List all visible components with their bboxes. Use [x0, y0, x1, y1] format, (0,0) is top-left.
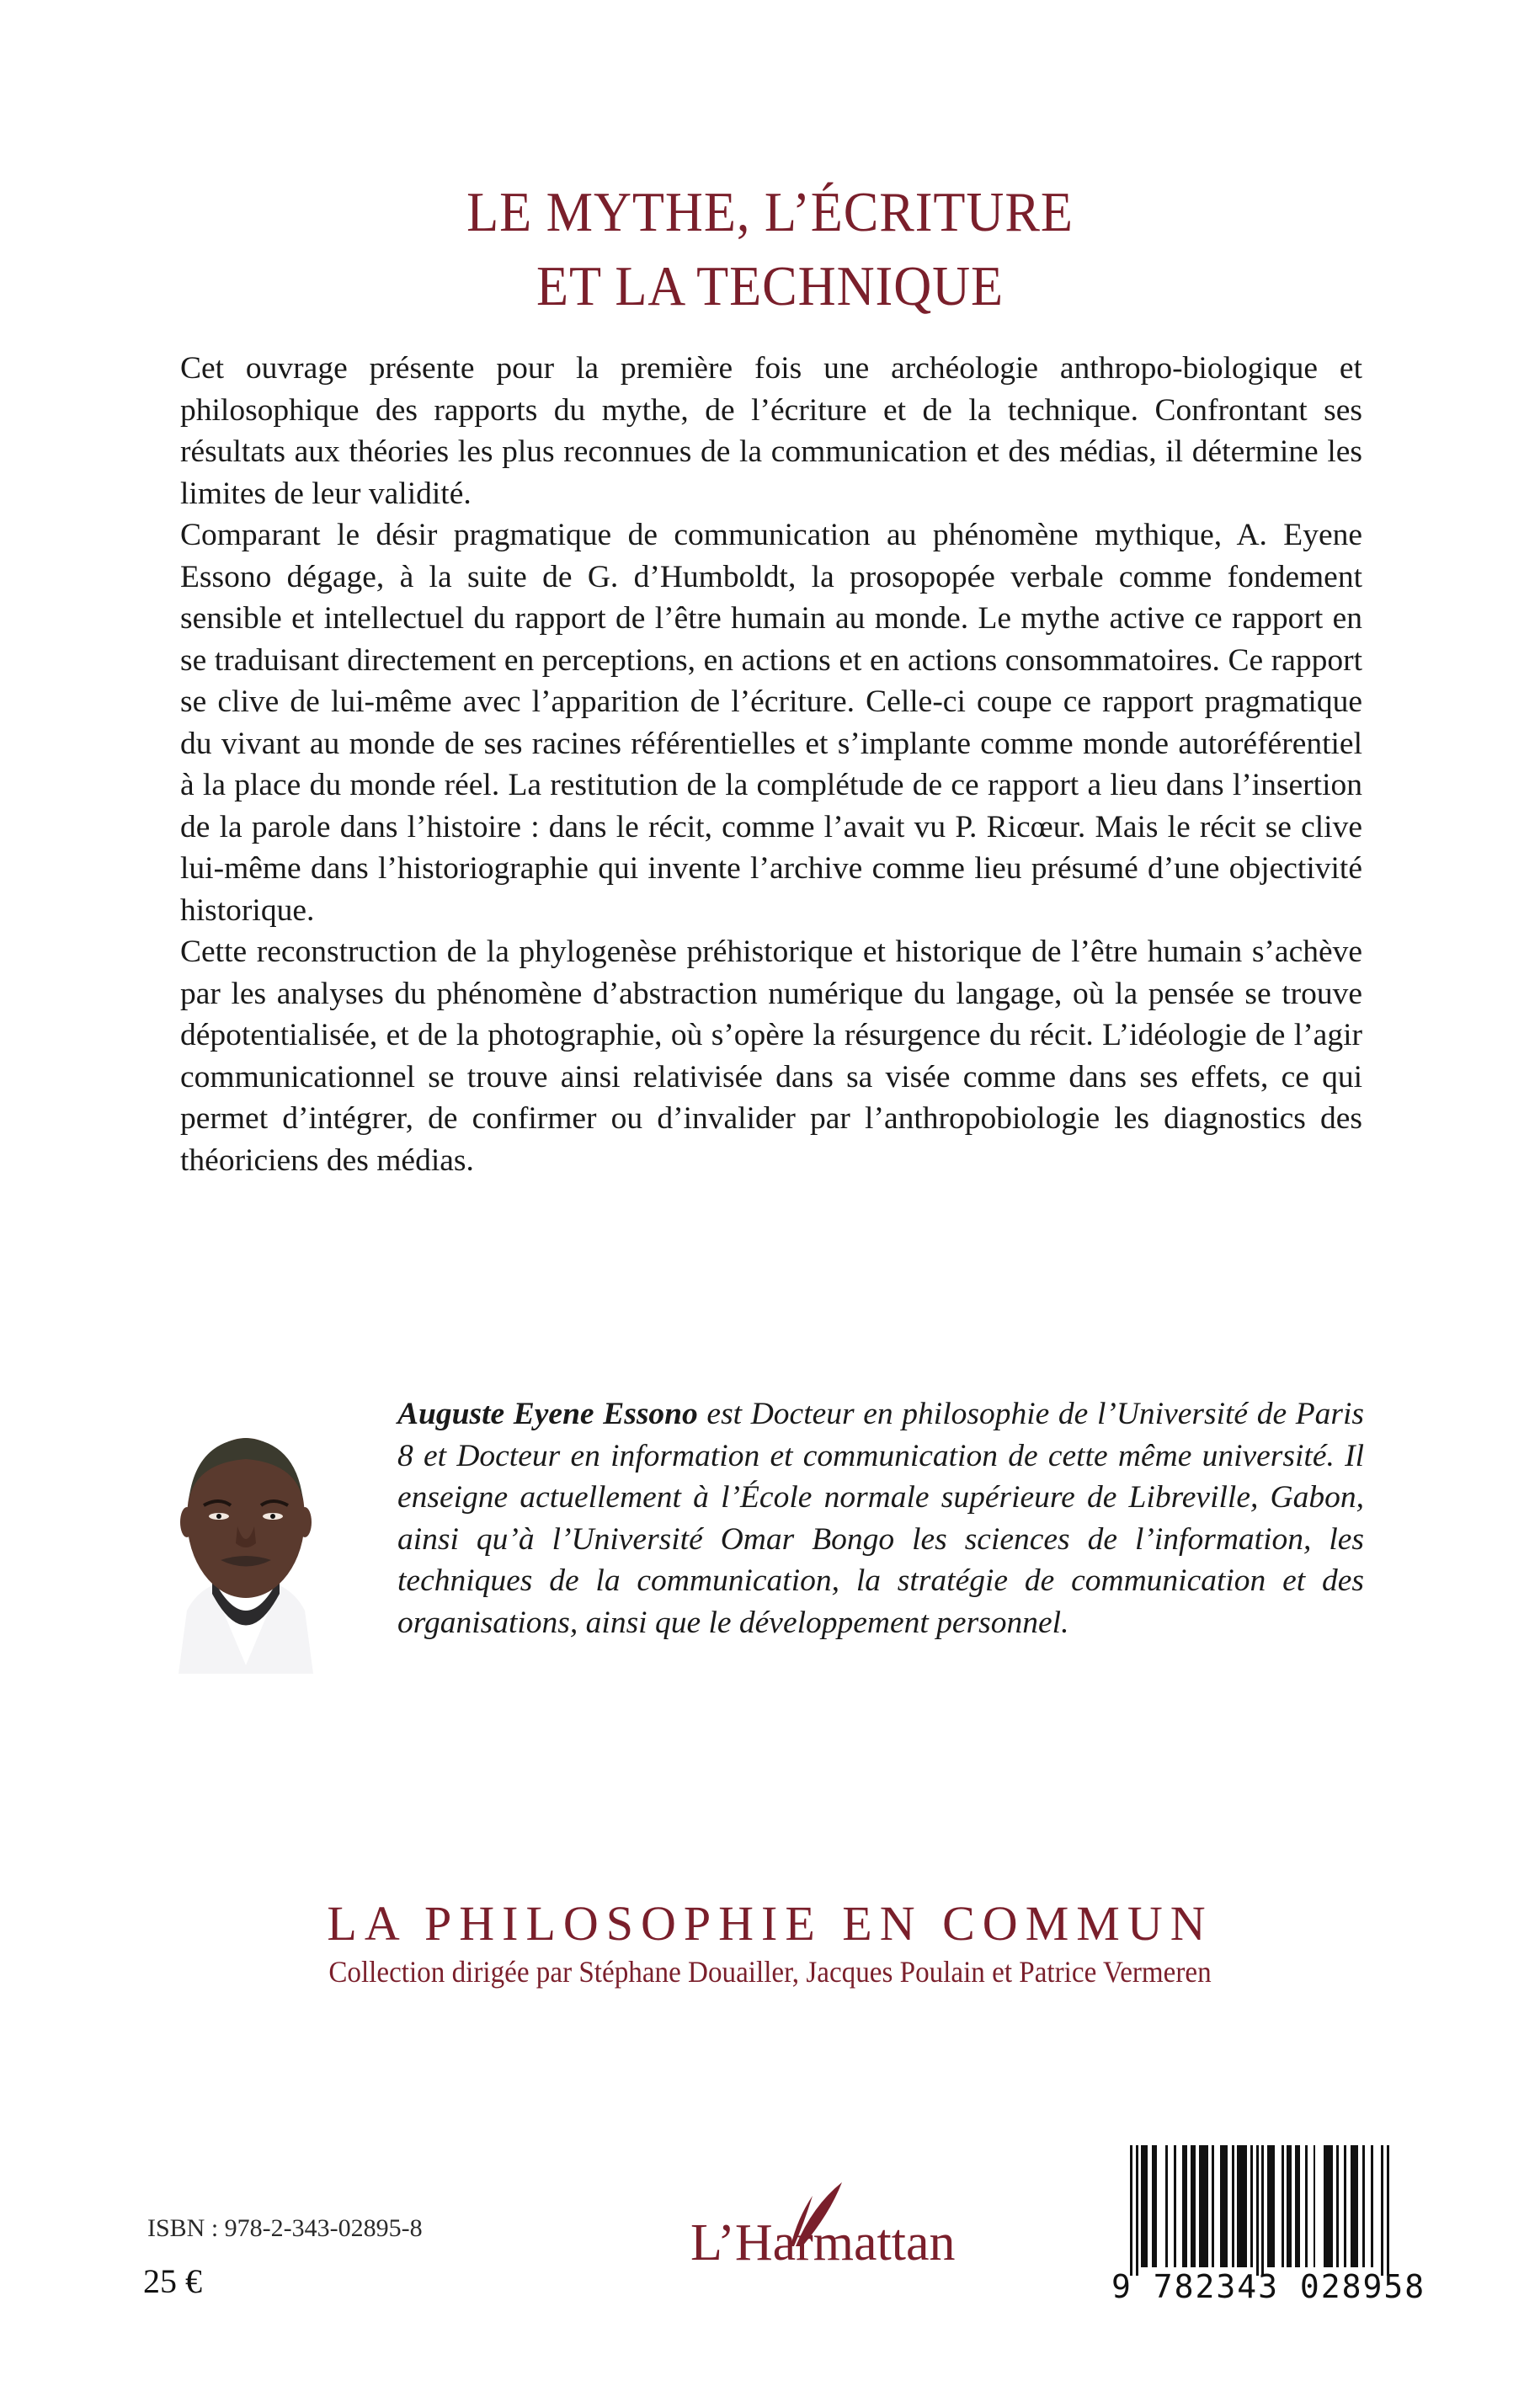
author-bio: [397, 1393, 1364, 1643]
book-title: [0, 175, 1540, 323]
barcode-digits: 9 782343 028958: [1111, 2268, 1426, 2305]
price: 25 €: [143, 2262, 202, 2300]
blurb-paragraph: Comparant le désir pragmatique de communication au phénomène mythique, A. Eyene Essono dégage, à la suite de G. d’Humboldt, la prosopopée verbale comme fondement sensible et intellectuel du rapport de l’être humain au monde. Le mythe active ce rapport en se traduisant directement en perceptions, en actions et en actions consommatoires. Ce rapport se clive de lui-même avec l’apparition de l’écriture. Celle-ci coupe ce rapport pragmatique du vivant au monde de ses racines référentielles et s’implante comme monde autoréférentiel à la place du monde réel. La restitution de la complétude de ce rapport a lieu dans l’insertion de la parole dans l’histoire : dans le récit, comme l’avait vu P. Ricœur. Mais le récit se clive lui-même dans l’historiographie qui invente l’archive comme lieu présumé d’une objectivité historique.: [180, 518, 1362, 928]
author-bio-text: est Docteur en philosophie de l’Université de Paris 8 et Docteur en information et communication de cette même université. Il enseigne actuellement à l’École normale supérieure de Libreville, Gabon, ainsi qu’à l’Université Omar Bongo les sciences de l’information, les techniques de la communication, la stratégie de communication et des organisations, ainsi que le développement personnel.: [397, 1397, 1364, 1640]
isbn-barcode: [1111, 2145, 1426, 2305]
publisher-name: L’Harmattan: [690, 2214, 956, 2271]
back-cover-blurb: [180, 348, 1362, 1181]
isbn: ISBN : 978-2-343-02895-8: [147, 2214, 423, 2242]
collection-directors: Collection dirigée par Stéphane Douailler, Jacques Poulain et Patrice Vermeren: [328, 1955, 1212, 1989]
blurb-paragraph: Cette reconstruction de la phylogenèse préhistorique et historique de l’être humain s’achève par les analyses du phénomène d’abstraction numérique du langage, où la pensée se trouve dépotentialisée, et de la photographie, où s’opère la résurgence du récit. L’idéologie de l’agir communicationnel se trouve ainsi relativisée dans sa visée comme dans ses effets, ce qui permet d’intégrer, de confirmer ou d’invalider par l’anthropobiologie les diagnostics des théoriciens des médias.: [180, 935, 1362, 1178]
barcode-bars: [1130, 2145, 1391, 2267]
collection-name: LA PHILOSOPHIE EN COMMUN: [327, 1896, 1213, 1951]
title-line-1: LE MYTHE, L’ÉCRITURE: [466, 181, 1074, 243]
author-portrait-icon: [179, 1425, 313, 1674]
title-line-2: ET LA TECHNIQUE: [536, 255, 1004, 317]
blurb-paragraph: Cet ouvrage présente pour la première fois une archéologie anthropo-biologique et philosophique des rapports du mythe, de l’écriture et de la technique. Confrontant ses résultats aux théories les plus reconnues de la communication et des médias, il détermine les limites de leur validité.: [180, 351, 1362, 511]
publisher-logo: [690, 2181, 1027, 2282]
author-name: Auguste Eyene Essono: [397, 1397, 698, 1431]
collection-banner: [0, 1894, 1540, 1990]
